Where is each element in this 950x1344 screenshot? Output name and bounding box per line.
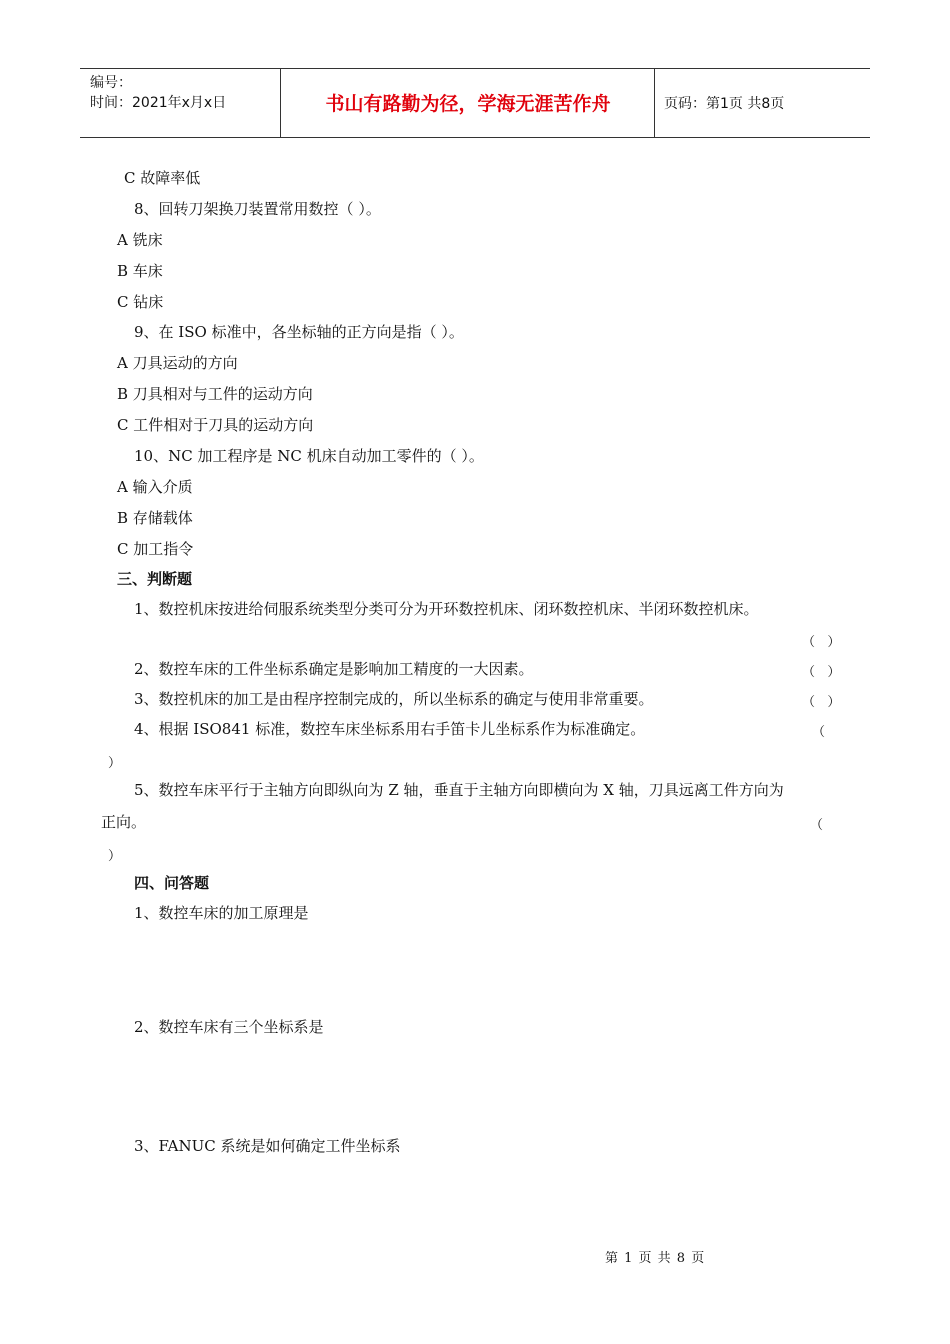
page-footer: 第 1 页 共 8 页 bbox=[605, 1251, 706, 1266]
answer-blank: （ ） bbox=[802, 665, 841, 680]
answer-blank-open: （ bbox=[812, 725, 826, 740]
answer-blank: （ ） bbox=[802, 635, 841, 650]
option-text: B 刀具相对与工件的运动方向 bbox=[117, 385, 313, 403]
answer-blank: （ ） bbox=[802, 695, 841, 710]
judgment-item-continued: 正向。 bbox=[101, 813, 147, 831]
header-divider bbox=[280, 69, 281, 137]
judgment-item: 5、数控车床平行于主轴方向即纵向为 Z 轴，垂直于主轴方向即横向为 X 轴，刀具远离工件方向为 bbox=[134, 781, 784, 799]
option-text: A 铣床 bbox=[117, 231, 163, 249]
option-text: A 刀具运动的方向 bbox=[117, 354, 238, 372]
answer-blank-open: （ bbox=[810, 818, 824, 833]
page-header bbox=[80, 68, 870, 138]
option-text: A 输入介质 bbox=[117, 478, 193, 496]
option-text: C 钻床 bbox=[117, 293, 164, 311]
option-text: C 加工指令 bbox=[117, 540, 194, 558]
question-text: 10、NC 加工程序是 NC 机床自动加工零件的（ ）。 bbox=[134, 447, 484, 465]
judgment-item: 2、数控车床的工件坐标系确定是影响加工精度的一大因素。 bbox=[134, 660, 534, 678]
question-text: 8、回转刀架换刀装置常用数控（ ）。 bbox=[134, 200, 381, 218]
section-heading: 三、判断题 bbox=[117, 570, 193, 588]
option-text: B 车床 bbox=[117, 262, 163, 280]
doc-time-label: 时间：2021年x月x日 bbox=[90, 95, 227, 111]
option-text: B 存储载体 bbox=[117, 509, 193, 527]
section-heading: 四、问答题 bbox=[134, 874, 210, 892]
header-page-label: 页码：第1页 共8页 bbox=[664, 96, 785, 112]
answer-blank-close: ） bbox=[108, 849, 122, 864]
doc-number-label: 编号： bbox=[90, 75, 132, 91]
question-text: 2、数控车床有三个坐标系是 bbox=[134, 1018, 324, 1036]
header-divider bbox=[654, 69, 655, 137]
question-text: 3、FANUC 系统是如何确定工件坐标系 bbox=[134, 1137, 401, 1155]
question-text: 1、数控车床的加工原理是 bbox=[134, 904, 309, 922]
answer-blank-close: ） bbox=[108, 756, 122, 771]
option-text: C 工件相对于刀具的运动方向 bbox=[117, 416, 314, 434]
question-text: 9、在 ISO 标准中，各坐标轴的正方向是指（ ）。 bbox=[134, 323, 464, 341]
header-motto: 书山有路勤为径，学海无涯苦作舟 bbox=[325, 93, 611, 115]
judgment-item: 3、数控机床的加工是由程序控制完成的，所以坐标系的确定与使用非常重要。 bbox=[134, 690, 654, 708]
header-meta bbox=[90, 73, 226, 113]
option-text: C 故障率低 bbox=[124, 169, 201, 187]
judgment-item: 4、根据 ISO841 标准，数控车床坐标系用右手笛卡儿坐标系作为标准确定。 bbox=[134, 720, 646, 738]
judgment-item: 1、数控机床按进给伺服系统类型分类可分为开环数控机床、闭环数控机床、半闭环数控机床。 bbox=[134, 600, 759, 618]
